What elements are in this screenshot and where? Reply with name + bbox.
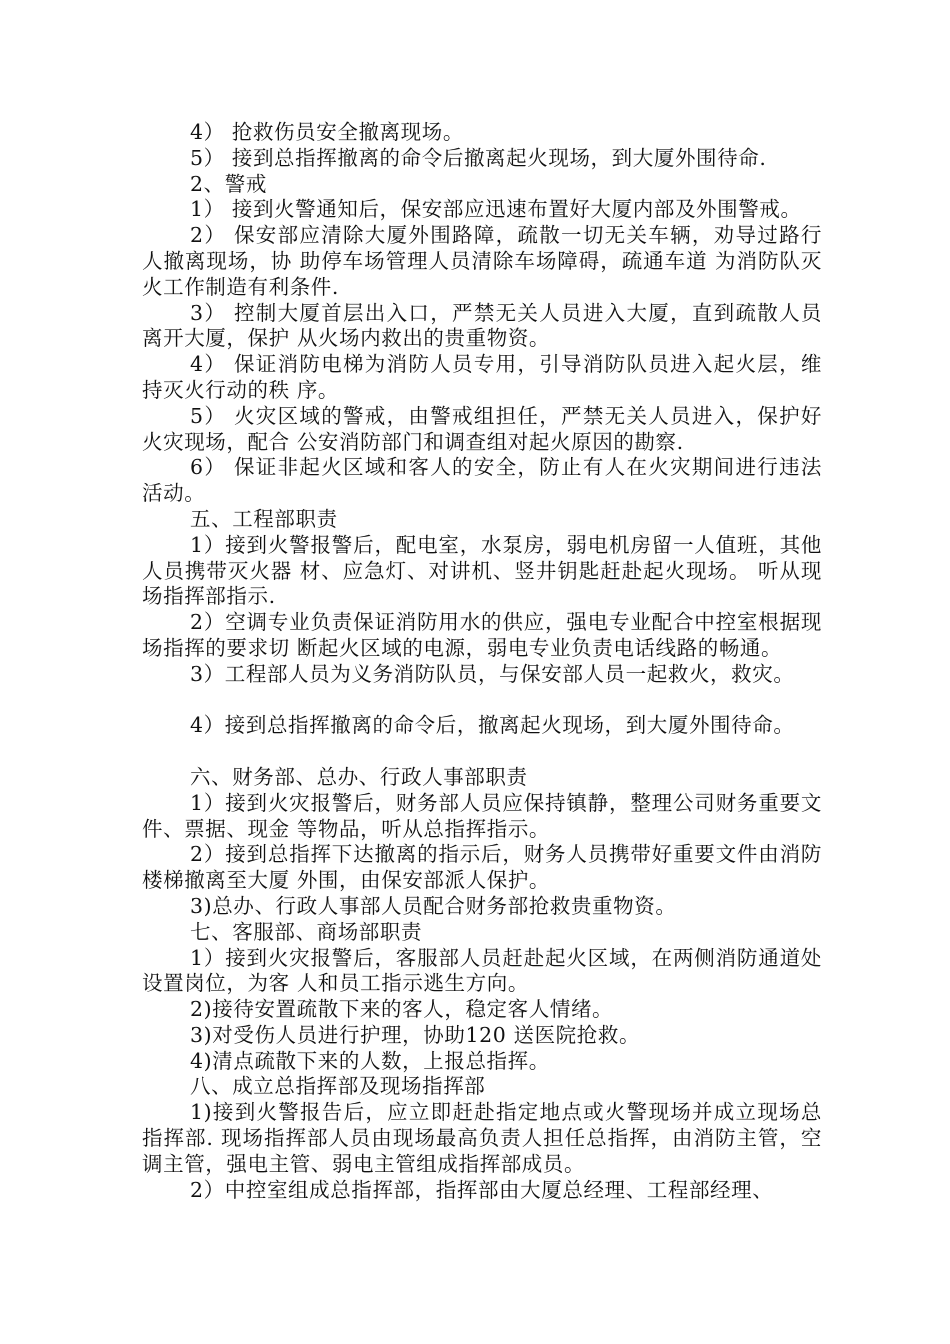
paragraph-guard-2: 2） 保安部应清除大厦外围路障，疏散一切无关车辆，劝导过路行人撤离现场，协 助停车场管理人员清除车场障碍，疏通车道 为消防队灭火工作制造有利条件. [142,223,822,299]
section-heading-customer-service: 七、客服部、商场部职责 [190,919,423,944]
paragraph-customer-service-3: 3)对受伤人员进行护理，协助120 送医院抢救。 [190,1022,641,1047]
paragraph-customer-service-2: 2)接待安置疏散下来的客人，稳定客人情绪。 [190,997,614,1022]
section-heading-command: 八、成立总指挥部及现场指挥部 [190,1074,486,1099]
paragraph-command-1: 1)接到火警报告后，应立即赶赴指定地点或火警现场并成立现场总指挥部. 现场指挥部人员由现场最高负责人担任总指挥，由消防主管，空调主管，强电主管、弱电主管组成指挥部成员。 [142,1100,822,1176]
blank-line [142,688,822,714]
paragraph-evacuate-on-command: 5） 接到总指挥撤离的命令后撤离起火现场，到大厦外围待命. [190,145,767,170]
blank-line [142,739,822,765]
paragraph-engineering-3: 3）工程部人员为义务消防队员，与保安部人员一起救火，救灾。 [190,661,795,686]
paragraph-guard-4: 4） 保证消防电梯为消防人员专用，引导消防队员进入起火层，维持灭火行动的秩 序。 [142,352,822,402]
paragraph-customer-service-1: 1）接到火灾报警后，客服部人员赶赴起火区域，在两侧消防通道处设置岗位，为客 人和员工指示逃生方向。 [142,945,822,996]
paragraph-engineering-2: 2）空调专业负责保证消防用水的供应，强电专业配合中控室根据现场指挥的要求切 断起火区域的电源，弱电专业负责电话线路的畅通。 [142,610,822,660]
paragraph-engineering-4: 4）接到总指挥撤离的命令后，撤离起火现场，到大厦外围待命。 [190,713,795,738]
section-heading-guard: 2、警戒 [190,171,267,196]
paragraph-guard-5: 5） 火灾区域的警戒，由警戒组担任，严禁无关人员进入，保护好火灾现场，配合 公安消防部门和调查组对起火原因的勘察. [142,403,822,454]
paragraph-engineering-1: 1）接到火警报警后，配电室，水泵房，弱电机房留一人值班，其他人员携带灭火器 材、应急灯、对讲机、竖井钥匙赶赴起火现场。 听从现场指挥部指示. [142,532,822,609]
paragraph-rescue-wounded: 4） 抢救伤员安全撤离现场。 [190,120,464,144]
paragraph-command-2: 2）中控室组成总指挥部，指挥部由大厦总经理、工程部经理、 [190,1177,774,1202]
paragraph-guard-3: 3） 控制大厦首层出入口，严禁无关人员进入大厦，直到疏散人员离开大厦，保护 从火场内救出的贵重物资。 [142,300,822,351]
paragraph-finance-3: 3)总办、行政人事部人员配合财务部抢救贵重物资。 [190,893,677,918]
section-heading-engineering: 五、工程部职责 [190,506,338,531]
paragraph-guard-1: 1） 接到火警通知后，保安部应迅速布置好大厦内部及外围警戒。 [190,197,802,222]
paragraph-guard-6: 6） 保证非起火区域和客人的安全，防止有人在火灾期间进行违法活动。 [142,455,822,506]
paragraph-customer-service-4: 4)清点疏散下来的人数，上报总指挥。 [190,1048,550,1073]
paragraph-finance-2: 2）接到总指挥下达撤离的指示后，财务人员携带好重要文件由消防楼梯撤离至大厦 外围，由保安部派人保护。 [142,842,822,893]
paragraph-finance-1: 1）接到火灾报警后，财务部人员应保持镇静，整理公司财务重要文件、票据、现金 等物品，听从总指挥指示。 [142,790,822,841]
section-heading-finance: 六、财务部、总办、行政人事部职责 [190,764,528,789]
document-body [142,120,822,1203]
